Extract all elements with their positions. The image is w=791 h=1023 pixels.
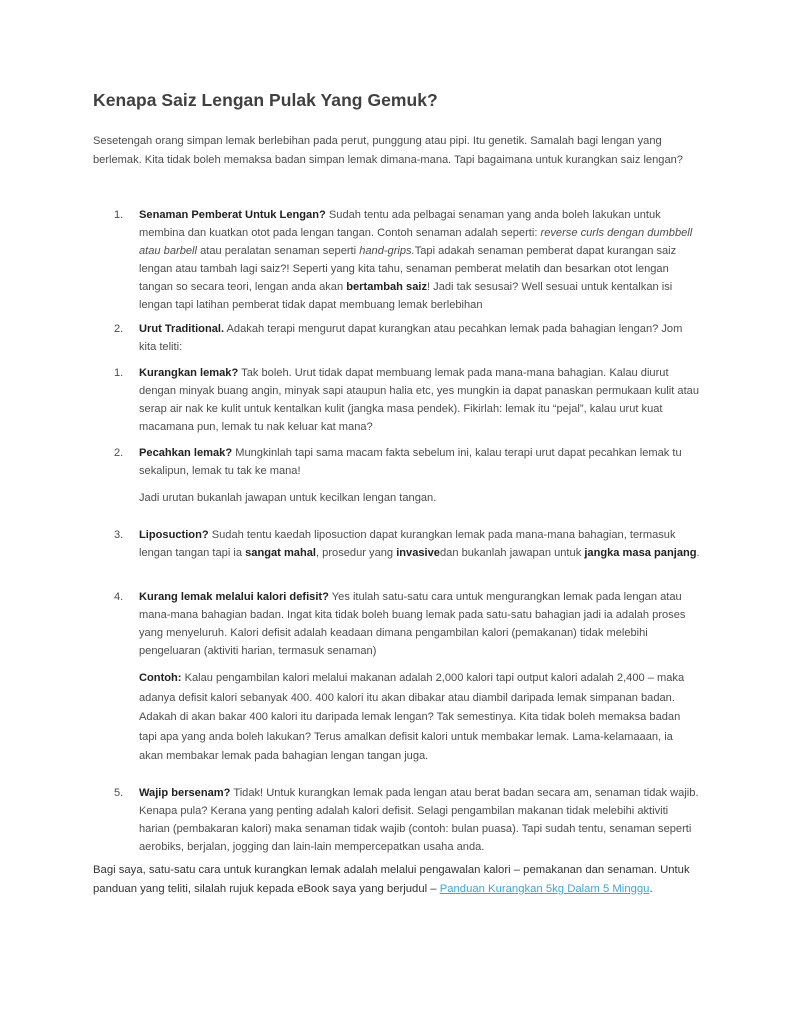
italic-text: reverse curls dengan dumbbell atau barbell [139,227,693,257]
body-text: Tak boleh. Urut tidak dapat membuang lemak pada mana-mana bahagian. Kalau diurut dengan minyak buang angin, minyak sapi ataupun halia etc, yes mungkin ia dapat panaskan permukaan kulit atau serap air nak ke kulit untuk kentalkan kulit (jangka masa pendek). Fikirlah: lemak itu “pejal”, kalau urut kuat macamana pun, lemak tu nak keluar kat mana? [139,367,699,433]
body-text: atau peralatan senaman seperti [196,245,360,257]
body-text: Sudah tentu ada pelbagai senaman yang anda boleh lakukan untuk membina dan kuatkan otot pada lengan tangan. Contoh senaman adalah seperti: [139,209,661,239]
bold-text: Pecahkan lemak? [139,447,233,459]
list-number: 3. [114,529,124,541]
list-item-text [139,444,701,480]
list-number: 1. [114,367,124,379]
body-text: Mungkinlah tapi sama macam fakta sebelum ini, kalau terapi urut dapat pecahkan lemak tu sekalipun, lemak tu tak ke mana! [139,447,682,477]
closing-period: . [649,882,653,895]
list-number: 5. [114,787,124,799]
page-title: Kenapa Saiz Lengan Pulak Yang Gemuk? [93,90,438,110]
intro-paragraph: Sesetengah orang simpan lemak berlebihan pada perut, punggung atau pipi. Itu genetik. Samalah bagi lengan yang berlemak. Kita tidak boleh memaksa badan simpan lemak dimana-mana. Tapi bagaimana untuk kurangkan saiz lengan? [93,135,683,166]
list-number: 2. [114,323,124,335]
body-text: Yes itulah satu-satu cara untuk mengurangkan lemak pada lengan atau mana-mana bahagian badan. Ingat kita tidak boleh buang lemak pada satu-satu bahagian jadi ia adalah proses yang menyeluruh. Kalori defisit adalah keadaan dimana pengambilan kalori (pemakanan) tidak melebihi pengeluaran (aktiviti harian, termasuk senaman) [139,591,686,657]
list-item-text [139,784,701,856]
list-number: 2. [114,447,124,459]
closing-paragraph [93,861,693,898]
body-text: Adakah terapi mengurut dapat kurangkan atau pecahkan lemak pada bahagian lengan? Jom kita teliti: [139,323,683,353]
list-item-text [139,526,701,562]
bold-text: jangka masa panjang [584,547,697,559]
list-number: 4. [114,591,124,603]
body-text: dan bukanlah jawapan untuk [439,547,585,559]
contoh-label: Contoh: [139,672,182,684]
bold-text: Kurang lemak melalui kalori defisit? [139,591,329,603]
list-item-text [139,364,701,436]
body-text: . [696,547,700,559]
bold-text: Kurangkan lemak? [139,367,239,379]
body-text: Sudah tentu kaedah liposuction dapat kurangkan lemak pada mana-mana bahagian, termasuk lengan tangan tapi ia [139,529,676,559]
bold-text: Urut Traditional. [139,323,225,335]
list-item-text [139,588,701,660]
ebook-link[interactable]: Panduan Kurangkan 5kg Dalam 5 Minggu [439,882,650,895]
list-item-text [139,320,701,356]
closing-text: Bagi saya, satu-satu cara untuk kurangkan lemak adalah melalui pengawalan kalori – pemakanan dan senaman. Untuk panduan yang teliti, silalah rujuk kepada eBook saya yang berjudul – [93,864,690,895]
bold-text: Liposuction? [139,529,209,541]
bold-text: sangat mahal [245,547,317,559]
bold-text: invasive [396,547,440,559]
bold-text: bertambah saiz [346,281,427,293]
body-text: Tapi adakah senaman pemberat dapat kurangan saiz lengan atau tambah lagi saiz?! Seperti yang kita tahu, senaman pemberat melatih dan besarkan otot lengan tangan so secara teori, lengan anda akan [139,245,677,293]
bold-text: Wajip bersenam? [139,787,231,799]
urut-note: Jadi urutan bukanlah jawapan untuk kecilkan lengan tangan. [139,492,437,504]
body-text: Tidak! Untuk kurangkan lemak pada lengan atau berat badan secara am, senaman tidak wajib. Kenapa pula? Kerana yang penting adalah kalori defisit. Selagi pengambilan makanan tidak melebihi aktiviti harian (pembakaran kalori) maka senaman tidak wajib (contoh: bulan puasa). Tapi sudah tentu, senaman seperti aerobiks, berjalan, jogging dan lain-lain mempercepatkan usaha anda. [139,787,699,853]
list-item-text [139,206,701,314]
contoh-text: Kalau pengambilan kalori melalui makanan adalah 2,000 kalori tapi output kalori adalah 2,400 – maka adanya defisit kalori sebanyak 400. 400 kalori itu akan dibakar atau diambil daripada lemak simpanan badan. Adakah di akan bakar 400 kalori itu daripada lemak lengan? Tak semestinya. Kita tidak boleh memaksa badan tapi apa yang anda boleh lakukan? Terus amalkan defisit kalori untuk membakar lemak. Lama-kelamaaan, ia akan membakar lemak pada bahagian lengan tangan juga. [139,672,685,762]
italic-text: hand-grips. [359,245,415,257]
bold-text: Senaman Pemberat Untuk Lengan? [139,209,326,221]
body-text: ! Jadi tak sesusai? Well sesuai untuk kentalkan isi lengan tapi latihan pemberat tidak dapat membuang lemak berlebihan [139,281,673,311]
body-text: , prosedur yang [316,547,397,559]
list-number: 1. [114,209,124,221]
contoh-paragraph [139,669,699,767]
